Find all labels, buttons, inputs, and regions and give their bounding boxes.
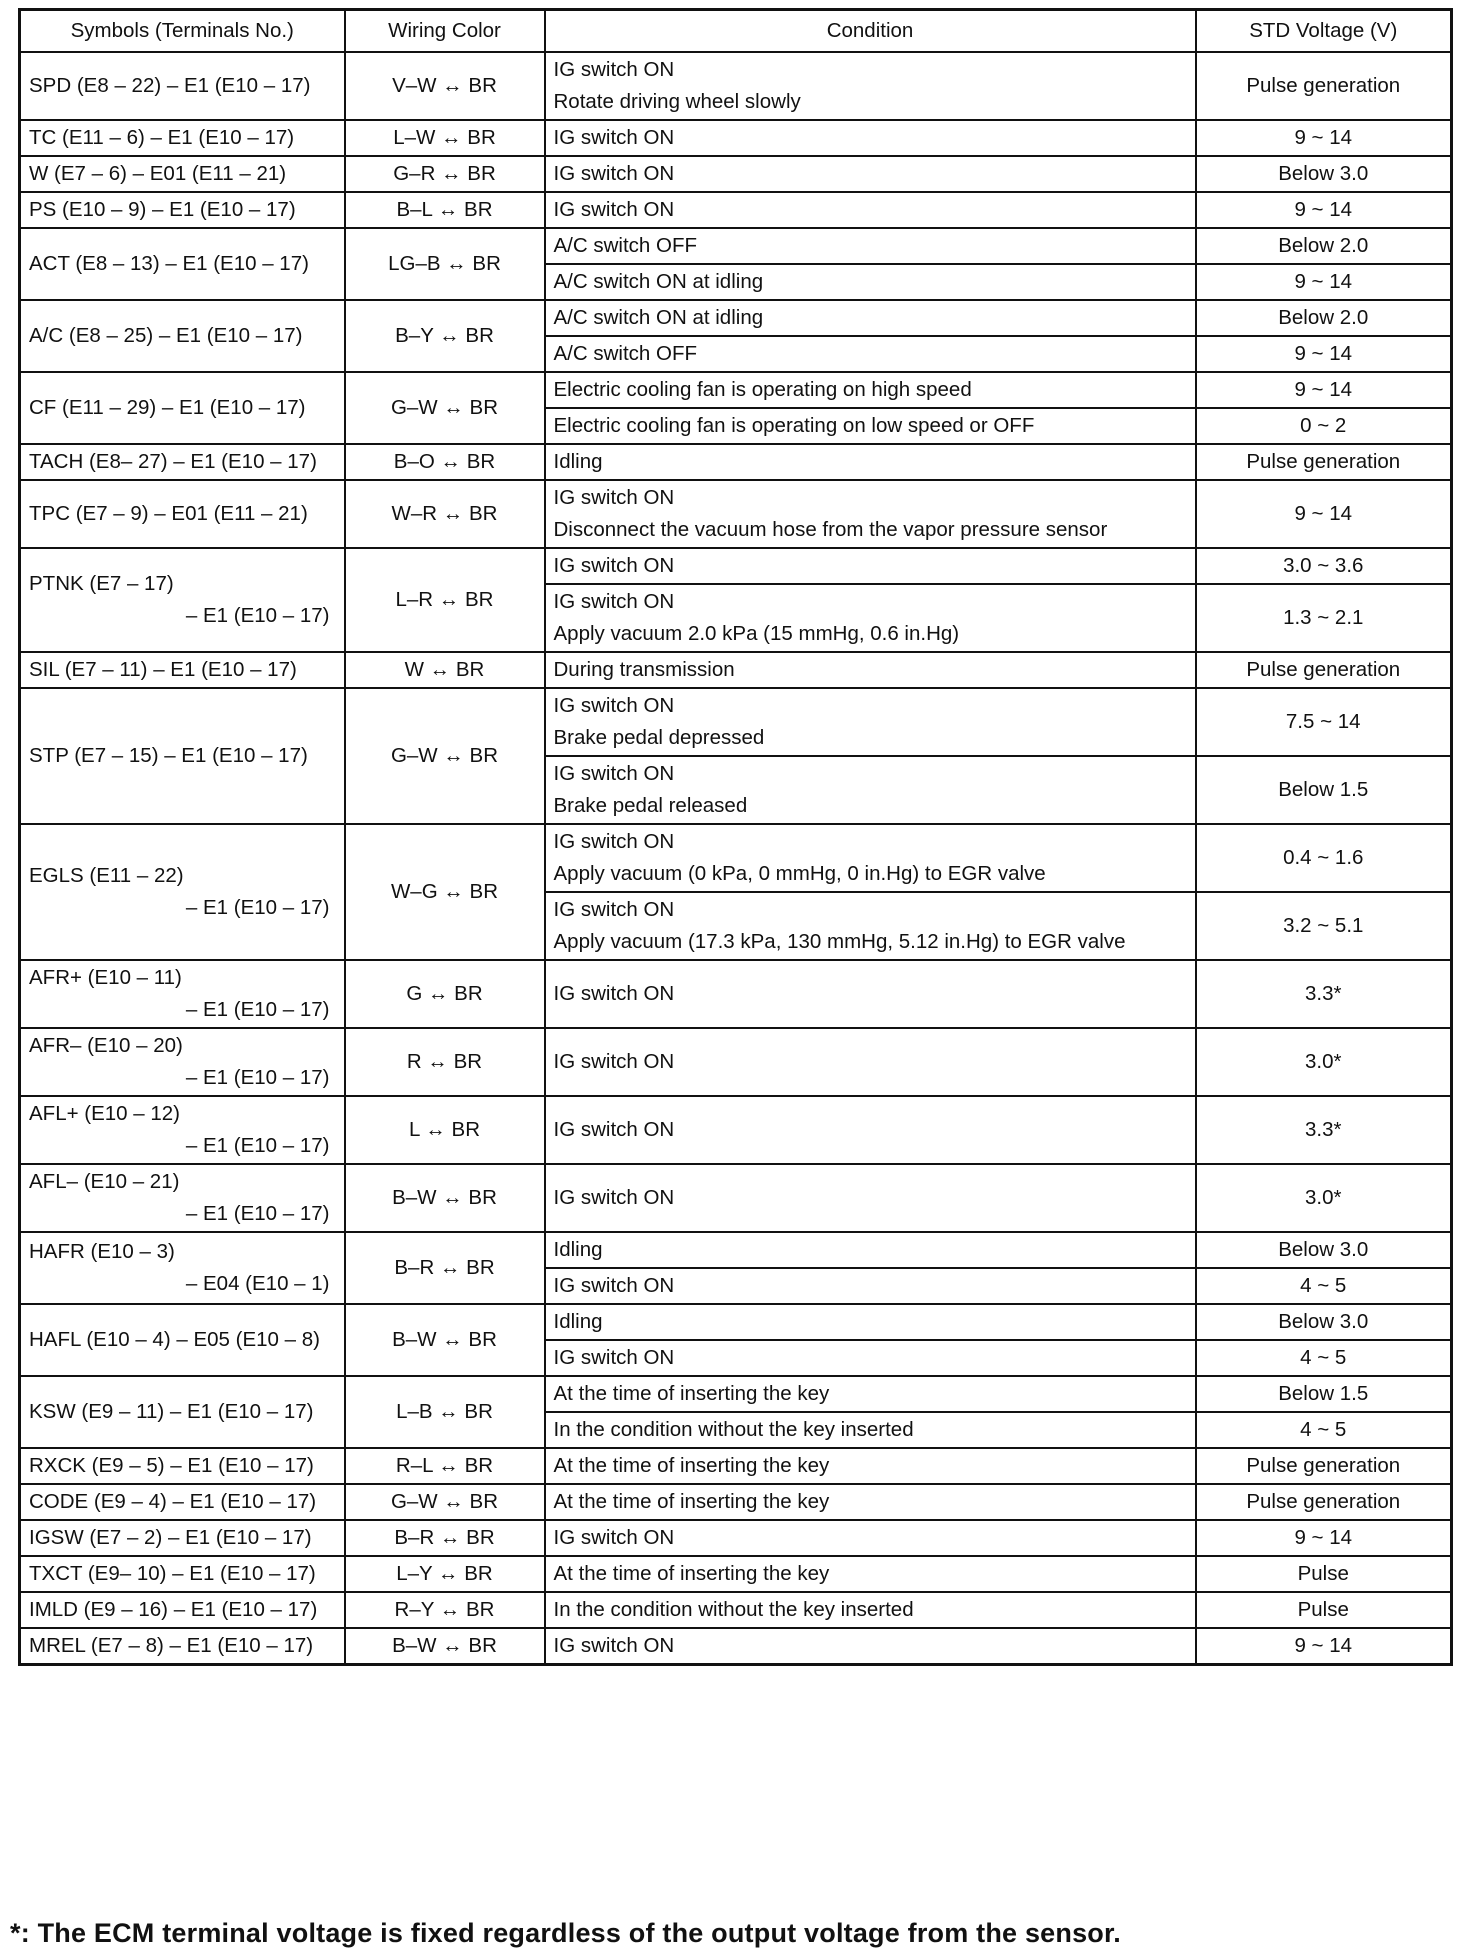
symbol-line: – E1 (E10 – 17) [185,604,330,627]
symbol-line: HAFR (E10 – 3) [29,1240,175,1263]
voltage-cell: 3.0* [1196,1164,1452,1232]
condition-line: Apply vacuum (17.3 kPa, 130 mmHg, 5.12 in.Hg) to EGR valve [553,930,1126,953]
wiring-cell: B–L ↔ BR [345,192,545,228]
condition-cell [545,892,1196,960]
voltage-cell: Below 1.5 [1196,1376,1452,1412]
symbol-line: – E1 (E10 – 17) [185,1066,330,1089]
table-row [20,960,1452,1028]
voltage-cell: 3.0* [1196,1028,1452,1096]
condition-cell: IG switch ON [545,1028,1196,1096]
voltage-cell: 9 ~ 14 [1196,264,1452,300]
wiring-cell: LG–B ↔ BR [345,228,545,300]
table-row [20,1556,1452,1592]
voltage-cell: Below 1.5 [1196,756,1452,824]
voltage-cell: 4 ~ 5 [1196,1340,1452,1376]
wiring-cell: W–R ↔ BR [345,480,545,548]
table-row [20,548,1452,584]
wiring-cell: L–B ↔ BR [345,1376,545,1448]
condition-cell: Electric cooling fan is operating on low speed or OFF [545,408,1196,444]
condition-line: Brake pedal depressed [553,726,765,749]
condition-line: IG switch ON [553,762,675,785]
symbol-line: EGLS (E11 – 22) [29,864,184,887]
symbol-cell: TACH (E8– 27) – E1 (E10 – 17) [20,444,345,480]
symbol-line: – E1 (E10 – 17) [185,1134,330,1157]
condition-cell: IG switch ON [545,192,1196,228]
condition-cell: IG switch ON [545,1520,1196,1556]
wiring-cell: V–W ↔ BR [345,52,545,120]
condition-cell: Idling [545,1304,1196,1340]
voltage-cell: Pulse [1196,1592,1452,1628]
condition-cell: IG switch ON [545,1096,1196,1164]
voltage-cell: 9 ~ 14 [1196,120,1452,156]
table-row [20,1164,1452,1232]
voltage-cell: 1.3 ~ 2.1 [1196,584,1452,652]
table-row [20,156,1452,192]
table-row [20,652,1452,688]
symbol-cell: MREL (E7 – 8) – E1 (E10 – 17) [20,1628,345,1665]
table-row [20,1376,1452,1412]
condition-cell: Electric cooling fan is operating on high speed [545,372,1196,408]
condition-cell: IG switch ON [545,548,1196,584]
condition-line: Apply vacuum (0 kPa, 0 mmHg, 0 in.Hg) to EGR valve [553,862,1046,885]
condition-cell [545,52,1196,120]
condition-cell: In the condition without the key inserted [545,1412,1196,1448]
condition-cell [545,824,1196,892]
symbol-line: – E1 (E10 – 17) [185,896,330,919]
wiring-cell: R–L ↔ BR [345,1448,545,1484]
condition-cell [545,584,1196,652]
symbol-cell: W (E7 – 6) – E01 (E11 – 21) [20,156,345,192]
voltage-cell: Pulse generation [1196,52,1452,120]
wiring-cell: G ↔ BR [345,960,545,1028]
voltage-cell: 0.4 ~ 1.6 [1196,824,1452,892]
voltage-cell: Below 2.0 [1196,300,1452,336]
wiring-cell: L–W ↔ BR [345,120,545,156]
wiring-cell: G–W ↔ BR [345,372,545,444]
condition-cell: Idling [545,1232,1196,1268]
table-row [20,228,1452,264]
wiring-cell: W–G ↔ BR [345,824,545,960]
table-row [20,1484,1452,1520]
condition-cell: At the time of inserting the key [545,1484,1196,1520]
symbol-cell: TXCT (E9– 10) – E1 (E10 – 17) [20,1556,345,1592]
table-row [20,444,1452,480]
symbol-cell: TPC (E7 – 9) – E01 (E11 – 21) [20,480,345,548]
voltage-cell: 9 ~ 14 [1196,1628,1452,1665]
table-row [20,300,1452,336]
voltage-cell: 9 ~ 14 [1196,192,1452,228]
table-row [20,372,1452,408]
voltage-cell: Pulse [1196,1556,1452,1592]
wiring-cell: B–W ↔ BR [345,1164,545,1232]
condition-line: IG switch ON [553,58,675,81]
symbol-cell: A/C (E8 – 25) – E1 (E10 – 17) [20,300,345,372]
table-row [20,192,1452,228]
symbol-line: AFL+ (E10 – 12) [29,1102,180,1125]
condition-cell: IG switch ON [545,156,1196,192]
wiring-cell: L ↔ BR [345,1096,545,1164]
condition-cell: A/C switch OFF [545,228,1196,264]
condition-cell: IG switch ON [545,1628,1196,1665]
footnote: *: The ECM terminal voltage is fixed regardless of the output voltage from the sensor. [10,1918,1121,1948]
table-row [20,1304,1452,1340]
wiring-cell: B–R ↔ BR [345,1520,545,1556]
voltage-cell: Pulse generation [1196,1448,1452,1484]
condition-line: Disconnect the vacuum hose from the vapor pressure sensor [553,518,1108,541]
symbol-cell: HAFL (E10 – 4) – E05 (E10 – 8) [20,1304,345,1376]
condition-cell: At the time of inserting the key [545,1376,1196,1412]
symbol-cell: ACT (E8 – 13) – E1 (E10 – 17) [20,228,345,300]
voltage-cell: 9 ~ 14 [1196,372,1452,408]
condition-cell: Idling [545,444,1196,480]
voltage-cell: 3.3* [1196,960,1452,1028]
wiring-cell: G–W ↔ BR [345,688,545,824]
voltage-cell: Pulse generation [1196,444,1452,480]
voltage-cell: 7.5 ~ 14 [1196,688,1452,756]
voltage-cell: Pulse generation [1196,652,1452,688]
symbol-line: PTNK (E7 – 17) [29,572,174,595]
symbol-cell [20,1096,345,1164]
symbol-cell: CF (E11 – 29) – E1 (E10 – 17) [20,372,345,444]
header-condition: Condition [545,10,1196,53]
condition-cell: IG switch ON [545,1164,1196,1232]
symbol-cell [20,960,345,1028]
condition-cell: At the time of inserting the key [545,1556,1196,1592]
symbol-cell [20,548,345,652]
symbol-cell: CODE (E9 – 4) – E1 (E10 – 17) [20,1484,345,1520]
symbol-cell [20,1164,345,1232]
table-row [20,1628,1452,1665]
symbol-cell [20,1232,345,1304]
table-row [20,1232,1452,1268]
condition-cell: A/C switch ON at idling [545,300,1196,336]
condition-cell [545,480,1196,548]
symbol-cell [20,824,345,960]
symbol-cell: TC (E11 – 6) – E1 (E10 – 17) [20,120,345,156]
condition-line: IG switch ON [553,590,675,613]
voltage-cell: 4 ~ 5 [1196,1268,1452,1304]
voltage-cell: 3.2 ~ 5.1 [1196,892,1452,960]
wiring-cell: R–Y ↔ BR [345,1592,545,1628]
voltage-cell: 4 ~ 5 [1196,1412,1452,1448]
condition-cell [545,688,1196,756]
voltage-cell: Pulse generation [1196,1484,1452,1520]
table-row [20,1520,1452,1556]
condition-cell: IG switch ON [545,1340,1196,1376]
header-symbol: Symbols (Terminals No.) [20,10,345,53]
header-voltage: STD Voltage (V) [1196,10,1452,53]
table-row [20,1592,1452,1628]
condition-cell: IG switch ON [545,960,1196,1028]
symbol-line: – E1 (E10 – 17) [185,1202,330,1225]
wiring-cell: G–W ↔ BR [345,1484,545,1520]
condition-line: IG switch ON [553,898,675,921]
condition-cell: IG switch ON [545,120,1196,156]
wiring-cell: L–R ↔ BR [345,548,545,652]
symbol-cell: RXCK (E9 – 5) – E1 (E10 – 17) [20,1448,345,1484]
symbol-line: AFR– (E10 – 20) [29,1034,183,1057]
symbol-cell: SIL (E7 – 11) – E1 (E10 – 17) [20,652,345,688]
wiring-cell: B–W ↔ BR [345,1304,545,1376]
condition-cell: At the time of inserting the key [545,1448,1196,1484]
condition-line: Apply vacuum 2.0 kPa (15 mmHg, 0.6 in.Hg) [553,622,960,645]
symbol-cell: IMLD (E9 – 16) – E1 (E10 – 17) [20,1592,345,1628]
condition-cell: During transmission [545,652,1196,688]
table-row [20,480,1452,548]
condition-line: IG switch ON [553,486,675,509]
voltage-cell: 9 ~ 14 [1196,336,1452,372]
symbol-cell [20,1028,345,1096]
table-row [20,688,1452,756]
table-row [20,824,1452,892]
table-header-row [20,10,1452,53]
symbol-cell: PS (E10 – 9) – E1 (E10 – 17) [20,192,345,228]
table-row [20,1096,1452,1164]
wiring-cell: W ↔ BR [345,652,545,688]
wiring-cell: L–Y ↔ BR [345,1556,545,1592]
condition-line: IG switch ON [553,830,675,853]
wiring-cell: B–W ↔ BR [345,1628,545,1665]
symbol-line: AFR+ (E10 – 11) [29,966,182,989]
voltage-cell: 9 ~ 14 [1196,1520,1452,1556]
voltage-cell: 0 ~ 2 [1196,408,1452,444]
table-row [20,1448,1452,1484]
symbol-line: AFL– (E10 – 21) [29,1170,180,1193]
symbol-cell: IGSW (E7 – 2) – E1 (E10 – 17) [20,1520,345,1556]
voltage-cell: 3.0 ~ 3.6 [1196,548,1452,584]
condition-line: Brake pedal released [553,794,748,817]
voltage-cell: Below 3.0 [1196,1304,1452,1340]
header-wiring: Wiring Color [345,10,545,53]
condition-cell: A/C switch OFF [545,336,1196,372]
voltage-cell: Below 2.0 [1196,228,1452,264]
wiring-cell: B–O ↔ BR [345,444,545,480]
condition-cell: In the condition without the key inserted [545,1592,1196,1628]
voltage-cell: 9 ~ 14 [1196,480,1452,548]
wiring-cell: G–R ↔ BR [345,156,545,192]
symbol-cell: KSW (E9 – 11) – E1 (E10 – 17) [20,1376,345,1448]
voltage-cell: Below 3.0 [1196,156,1452,192]
condition-cell: A/C switch ON at idling [545,264,1196,300]
condition-cell [545,756,1196,824]
condition-line: IG switch ON [553,694,675,717]
wiring-cell: R ↔ BR [345,1028,545,1096]
voltage-cell: 3.3* [1196,1096,1452,1164]
symbol-cell: STP (E7 – 15) – E1 (E10 – 17) [20,688,345,824]
terminal-voltage-table [18,8,1453,1666]
symbol-line: – E1 (E10 – 17) [185,998,330,1021]
wiring-cell: B–Y ↔ BR [345,300,545,372]
symbol-line: – E04 (E10 – 1) [185,1272,330,1295]
wiring-cell: B–R ↔ BR [345,1232,545,1304]
voltage-cell: Below 3.0 [1196,1232,1452,1268]
symbol-cell: SPD (E8 – 22) – E1 (E10 – 17) [20,52,345,120]
table-row [20,52,1452,120]
condition-line: Rotate driving wheel slowly [553,90,801,113]
table-row [20,120,1452,156]
condition-cell: IG switch ON [545,1268,1196,1304]
table-row [20,1028,1452,1096]
